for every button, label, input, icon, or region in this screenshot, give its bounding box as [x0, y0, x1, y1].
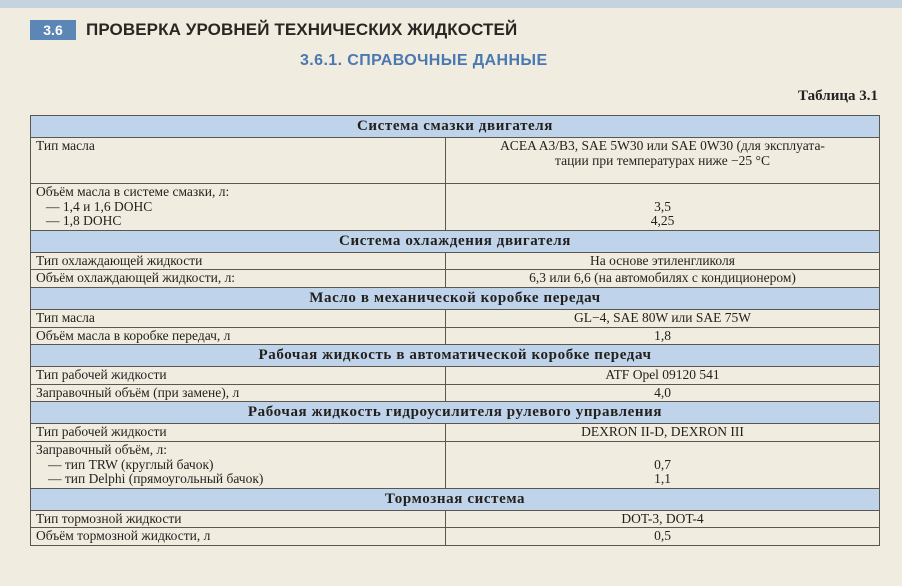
table-row	[31, 138, 880, 184]
table-section-header	[31, 488, 880, 510]
table-section-header	[31, 116, 880, 138]
value-cell	[446, 441, 880, 488]
param-cell: Тип масла	[31, 309, 446, 327]
table-row	[31, 327, 880, 345]
value-line: 1,1	[654, 471, 671, 487]
value-cell: DOT-3, DOT-4	[446, 510, 880, 528]
table-row	[31, 424, 880, 442]
value-cell: 4,0	[446, 384, 880, 402]
table-caption: Таблица 3.1	[798, 88, 878, 104]
value-line: 4,25	[650, 213, 675, 229]
param-cell: Заправочный объём (при замене), л	[31, 384, 446, 402]
table-row	[31, 528, 880, 546]
param-cell: Объём тормозной жидкости, л	[31, 528, 446, 546]
table-row	[31, 367, 880, 385]
top-color-bar	[0, 0, 902, 8]
value-line: 0,7	[654, 456, 671, 472]
table-row	[31, 441, 880, 488]
param-line: Объём масла в системе смазки, л:	[36, 184, 230, 199]
value-line: тации при температурах ниже −25 °С	[555, 152, 770, 168]
table-row	[31, 510, 880, 528]
section-number-badge: 3.6	[30, 20, 76, 40]
table-section-header	[31, 402, 880, 424]
section-header-cell: Тормозная система	[31, 488, 880, 510]
table-row	[31, 270, 880, 288]
reference-data-table	[30, 115, 880, 546]
table-row	[31, 384, 880, 402]
value-cell: GL−4, SAE 80W или SAE 75W	[446, 309, 880, 327]
section-header-cell: Рабочая жидкость гидроусилителя рулевого управления	[31, 402, 880, 424]
value-cell	[446, 138, 880, 184]
value-cell: На основе этиленгликоля	[446, 252, 880, 270]
param-cell	[31, 184, 446, 231]
value-cell: DEXRON II-D, DEXRON III	[446, 424, 880, 442]
param-cell: Тип рабочей жидкости	[31, 424, 446, 442]
value-cell	[446, 184, 880, 231]
section-header-cell: Масло в механической коробке передач	[31, 287, 880, 309]
value-cell: 0,5	[446, 528, 880, 546]
table-section-header	[31, 230, 880, 252]
param-cell: Тип масла	[31, 138, 446, 184]
value-line: 3,5	[654, 198, 671, 214]
table-row	[31, 252, 880, 270]
param-cell: Тип тормозной жидкости	[31, 510, 446, 528]
param-line: — тип TRW (круглый бачок)	[48, 456, 214, 472]
section-header-cell: Рабочая жидкость в автоматической коробке передач	[31, 345, 880, 367]
table-section-header	[31, 287, 880, 309]
param-cell	[31, 441, 446, 488]
param-cell: Объём масла в коробке передач, л	[31, 327, 446, 345]
param-line: Заправочный объём, л:	[36, 441, 167, 457]
table-row	[31, 309, 880, 327]
table-section-header	[31, 345, 880, 367]
value-cell: 6,3 или 6,6 (на автомобилях с кондиционером)	[446, 270, 880, 288]
value-line: ACEA A3/B3, SAE 5W30 или SAE 0W30 (для эксплуата-	[500, 138, 825, 153]
section-heading	[30, 18, 517, 42]
section-title: ПРОВЕРКА УРОВНЕЙ ТЕХНИЧЕСКИХ ЖИДКОСТЕЙ	[86, 20, 518, 39]
param-line: — тип Delphi (прямоугольный бачок)	[48, 471, 264, 487]
param-cell: Объём охлаждающей жидкости, л:	[31, 270, 446, 288]
value-cell: 1,8	[446, 327, 880, 345]
param-line: — 1,4 и 1,6 DOHC	[46, 198, 153, 214]
value-cell: ATF Opel 09120 541	[446, 367, 880, 385]
param-cell: Тип рабочей жидкости	[31, 367, 446, 385]
section-header-cell: Система смазки двигателя	[31, 116, 880, 138]
subsection-title: 3.6.1. СПРАВОЧНЫЕ ДАННЫЕ	[300, 52, 548, 69]
param-cell: Тип охлаждающей жидкости	[31, 252, 446, 270]
section-header-cell: Система охлаждения двигателя	[31, 230, 880, 252]
param-line: — 1,8 DOHC	[46, 213, 122, 229]
table-row	[31, 184, 880, 231]
